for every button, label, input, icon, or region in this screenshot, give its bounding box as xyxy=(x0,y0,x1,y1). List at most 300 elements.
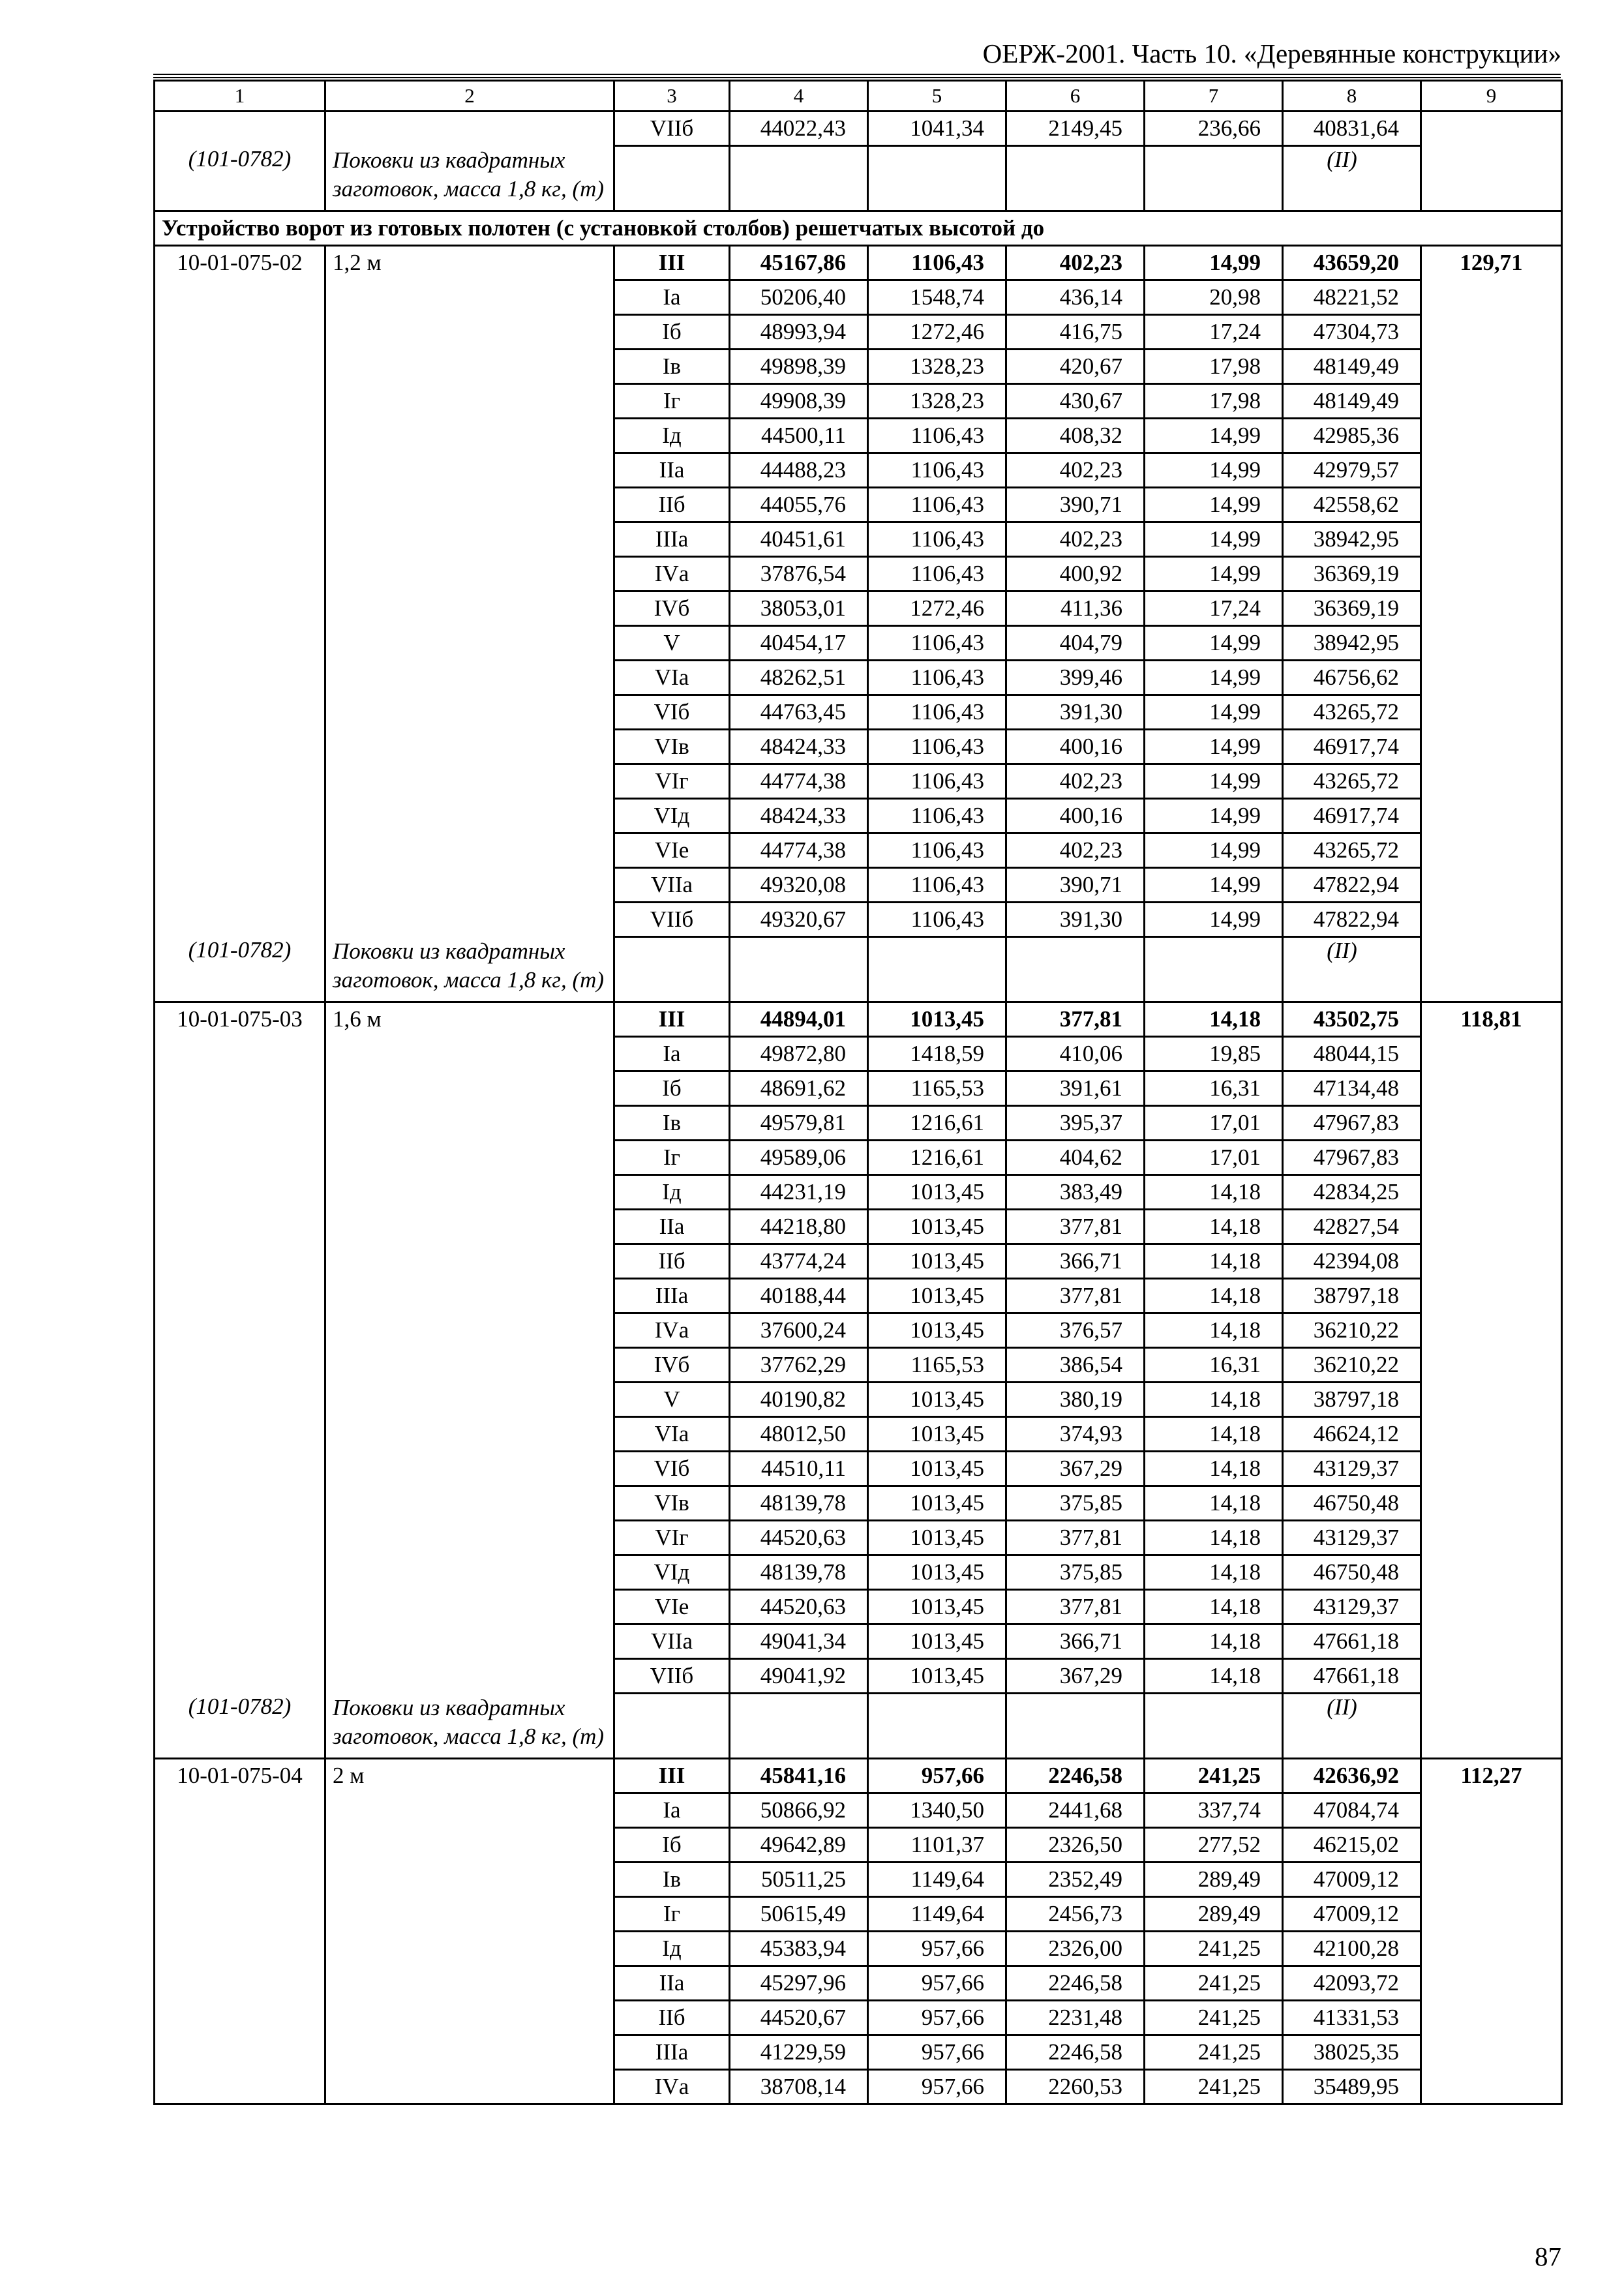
empty-cell xyxy=(614,1694,730,1759)
value-cell-v7: 14,99 xyxy=(1145,799,1283,833)
value-cell-v8: 43659,20 xyxy=(1283,246,1421,280)
page-number: 87 xyxy=(1535,2241,1561,2271)
zone-cell: Iг xyxy=(614,384,730,419)
value-cell-v8: 38942,95 xyxy=(1283,522,1421,557)
value-cell-v7: 14,99 xyxy=(1145,868,1283,903)
value-cell-v7: 14,99 xyxy=(1145,903,1283,937)
zone-cell: Iб xyxy=(614,315,730,350)
value-cell-v5: 1106,43 xyxy=(868,453,1006,488)
value-cell-v8: 48221,52 xyxy=(1283,280,1421,315)
value-cell-v8: 43129,37 xyxy=(1283,1590,1421,1624)
resource-code-cell xyxy=(155,1694,325,1759)
column-number: 5 xyxy=(868,81,1006,112)
value-cell-v4: 44055,76 xyxy=(730,488,868,522)
value-cell-v7: 16,31 xyxy=(1145,1071,1283,1106)
table-row xyxy=(155,1002,1562,1037)
value-cell-v4: 38053,01 xyxy=(730,591,868,626)
value-cell-v6: 2231,48 xyxy=(1006,2001,1145,2035)
value-cell-v8: 47967,83 xyxy=(1283,1106,1421,1141)
value-cell-v7: 17,98 xyxy=(1145,384,1283,419)
resource-name-cell xyxy=(325,1694,614,1759)
value-cell-v4: 49041,92 xyxy=(730,1659,868,1694)
zone-cell: VIа xyxy=(614,661,730,695)
value-cell-v5: 1149,64 xyxy=(868,1897,1006,1932)
zone-cell: IIIа xyxy=(614,522,730,557)
value-cell-v4: 49642,89 xyxy=(730,1828,868,1863)
code-cell: 10-01-075-02 xyxy=(155,246,325,937)
zone-cell: VIе xyxy=(614,1590,730,1624)
value-cell-v4: 40190,82 xyxy=(730,1383,868,1417)
value-cell-v4: 49589,06 xyxy=(730,1141,868,1175)
zone-cell: VIIб xyxy=(614,112,730,146)
value-cell-v7: 14,18 xyxy=(1145,1417,1283,1452)
value-cell-v4: 50511,25 xyxy=(730,1863,868,1897)
zone-cell: III xyxy=(614,1002,730,1037)
empty-cell xyxy=(868,937,1006,1002)
zone-cell: Iд xyxy=(614,419,730,453)
zone-cell: IVа xyxy=(614,557,730,591)
value-cell-v4: 50206,40 xyxy=(730,280,868,315)
value-cell-v6: 430,67 xyxy=(1006,384,1145,419)
value-cell-v6: 408,32 xyxy=(1006,419,1145,453)
zone-cell: VIа xyxy=(614,1417,730,1452)
value-cell-v6: 420,67 xyxy=(1006,350,1145,384)
value-cell-v5: 1041,34 xyxy=(868,112,1006,146)
zone-cell: Iв xyxy=(614,350,730,384)
zone-cell: Iв xyxy=(614,1863,730,1897)
value-cell-v7: 14,18 xyxy=(1145,1452,1283,1486)
resource-name-cell xyxy=(325,146,614,211)
value-cell-v4: 44218,80 xyxy=(730,1210,868,1244)
value-cell-v8: 35489,95 xyxy=(1283,2070,1421,2104)
value-cell-v5: 957,66 xyxy=(868,2001,1006,2035)
zone-cell: VIг xyxy=(614,1521,730,1555)
code-cell: 10-01-075-03 xyxy=(155,1002,325,1694)
column-number: 1 xyxy=(155,81,325,112)
empty-cell xyxy=(614,937,730,1002)
value-cell-v6: 404,62 xyxy=(1006,1141,1145,1175)
value-cell-v8: 47822,94 xyxy=(1283,868,1421,903)
value-cell-v6: 391,30 xyxy=(1006,903,1145,937)
value-cell-v4: 40451,61 xyxy=(730,522,868,557)
column-number: 6 xyxy=(1006,81,1145,112)
value-cell-v4: 44763,45 xyxy=(730,695,868,730)
value-cell-v4: 48691,62 xyxy=(730,1071,868,1106)
value-cell-v7: 14,18 xyxy=(1145,1555,1283,1590)
value-cell-v4: 44520,67 xyxy=(730,2001,868,2035)
value-cell-v8: 47009,12 xyxy=(1283,1863,1421,1897)
value-cell-v4: 48424,33 xyxy=(730,730,868,764)
column-number: 4 xyxy=(730,81,868,112)
value-cell-v4: 44774,38 xyxy=(730,764,868,799)
zone-cell: VIв xyxy=(614,730,730,764)
resource-row xyxy=(155,937,1562,1002)
zone-cell: Iа xyxy=(614,1793,730,1828)
zone-cell: IIа xyxy=(614,1966,730,2001)
value-cell-v8: 47304,73 xyxy=(1283,315,1421,350)
value-cell-v5: 1216,61 xyxy=(868,1141,1006,1175)
value-cell-v6: 374,93 xyxy=(1006,1417,1145,1452)
value-cell-v6: 2441,68 xyxy=(1006,1793,1145,1828)
value-cell-v4: 48139,78 xyxy=(730,1486,868,1521)
code-cell: 10-01-075-04 xyxy=(155,1759,325,2104)
value-cell-v6: 400,16 xyxy=(1006,730,1145,764)
value-cell-v4: 44894,01 xyxy=(730,1002,868,1037)
value-cell-v6: 367,29 xyxy=(1006,1452,1145,1486)
value-cell-v5: 957,66 xyxy=(868,2035,1006,2070)
empty-cell xyxy=(1421,112,1562,211)
header-rule xyxy=(153,74,1561,75)
table-row xyxy=(155,246,1562,280)
value-cell-v6: 2149,45 xyxy=(1006,112,1145,146)
value-cell-v7: 14,99 xyxy=(1145,661,1283,695)
value-cell-v4: 37876,54 xyxy=(730,557,868,591)
table-row xyxy=(155,1759,1562,1793)
value-cell-v8: 41331,53 xyxy=(1283,2001,1421,2035)
empty-cell xyxy=(868,1694,1006,1759)
zone-cell: VIб xyxy=(614,695,730,730)
zone-cell: Iг xyxy=(614,1897,730,1932)
value-cell-v5: 1013,45 xyxy=(868,1210,1006,1244)
value-cell-v5: 1013,45 xyxy=(868,1659,1006,1694)
value-cell-v7: 14,18 xyxy=(1145,1210,1283,1244)
value-cell-v5: 1013,45 xyxy=(868,1417,1006,1452)
value-cell-v7: 14,18 xyxy=(1145,1175,1283,1210)
value-cell-v6: 436,14 xyxy=(1006,280,1145,315)
value-cell-v8: 46750,48 xyxy=(1283,1555,1421,1590)
value-cell-v6: 391,30 xyxy=(1006,695,1145,730)
value-cell-v6: 2326,50 xyxy=(1006,1828,1145,1863)
value-cell-v7: 14,99 xyxy=(1145,833,1283,868)
value-cell-v8: 46215,02 xyxy=(1283,1828,1421,1863)
value-cell-v8: 48149,49 xyxy=(1283,384,1421,419)
value-cell-v4: 44231,19 xyxy=(730,1175,868,1210)
value-cell-v5: 957,66 xyxy=(868,2070,1006,2104)
value-cell-v7: 14,99 xyxy=(1145,453,1283,488)
resource-name: Поковки из квадратных заготовок, масса 1,8 кг, (т) xyxy=(333,938,605,993)
value-cell-v7: 241,25 xyxy=(1145,2001,1283,2035)
value-cell-v8: 46917,74 xyxy=(1283,730,1421,764)
value-cell-v6: 2326,00 xyxy=(1006,1932,1145,1966)
value-cell-v7: 289,49 xyxy=(1145,1863,1283,1897)
zone-cell: IVб xyxy=(614,591,730,626)
value-cell-v5: 1165,53 xyxy=(868,1348,1006,1383)
zone-cell: Iд xyxy=(614,1932,730,1966)
value-cell-v5: 1328,23 xyxy=(868,350,1006,384)
value-cell-v8: 47009,12 xyxy=(1283,1897,1421,1932)
empty-cell xyxy=(1145,146,1283,211)
value-cell-v4: 37600,24 xyxy=(730,1313,868,1348)
value-cell-v5: 1013,45 xyxy=(868,1521,1006,1555)
value-cell-v6: 410,06 xyxy=(1006,1037,1145,1071)
empty-cell xyxy=(1145,937,1283,1002)
value-cell-v4: 49872,80 xyxy=(730,1037,868,1071)
value-cell-v4: 49041,34 xyxy=(730,1624,868,1659)
value-cell-v5: 1106,43 xyxy=(868,557,1006,591)
zone-cell: IIб xyxy=(614,2001,730,2035)
value-cell-v5: 1013,45 xyxy=(868,1244,1006,1279)
value-cell-v5: 1013,45 xyxy=(868,1555,1006,1590)
value-cell-v6: 402,23 xyxy=(1006,522,1145,557)
value-cell-v6: 402,23 xyxy=(1006,453,1145,488)
value-cell-v8: 40831,64 xyxy=(1283,112,1421,146)
value-cell-v4: 44488,23 xyxy=(730,453,868,488)
value-cell-v8: 47661,18 xyxy=(1283,1659,1421,1694)
value-cell-v4: 41229,59 xyxy=(730,2035,868,2070)
value-cell-v4: 38708,14 xyxy=(730,2070,868,2104)
zone-cell: VIв xyxy=(614,1486,730,1521)
value-cell-v5: 1106,43 xyxy=(868,488,1006,522)
value-cell-v8: 36210,22 xyxy=(1283,1313,1421,1348)
resource-name: Поковки из квадратных заготовок, масса 1,8 кг, (т) xyxy=(333,1694,605,1749)
value-cell-v5: 1013,45 xyxy=(868,1452,1006,1486)
value-cell-v7: 14,99 xyxy=(1145,419,1283,453)
value-cell-v6: 2352,49 xyxy=(1006,1863,1145,1897)
value-cell-v6: 400,16 xyxy=(1006,799,1145,833)
value-cell-v8: 38797,18 xyxy=(1283,1279,1421,1313)
value-cell-v8: 47661,18 xyxy=(1283,1624,1421,1659)
value-cell-v8: 42100,28 xyxy=(1283,1932,1421,1966)
value-cell-v4: 43774,24 xyxy=(730,1244,868,1279)
value-cell-v4: 44510,11 xyxy=(730,1452,868,1486)
value-cell-v6: 399,46 xyxy=(1006,661,1145,695)
value-cell-v5: 1106,43 xyxy=(868,764,1006,799)
value-cell-v5: 1106,43 xyxy=(868,522,1006,557)
value-cell-v7: 14,99 xyxy=(1145,695,1283,730)
zone-cell: IIа xyxy=(614,1210,730,1244)
value-cell-v5: 1013,45 xyxy=(868,1313,1006,1348)
value-cell-v7: 14,18 xyxy=(1145,1244,1283,1279)
value-cell-v8: 47822,94 xyxy=(1283,903,1421,937)
value-cell-v6: 416,75 xyxy=(1006,315,1145,350)
value-cell-v4: 48424,33 xyxy=(730,799,868,833)
value-cell-v7: 17,01 xyxy=(1145,1106,1283,1141)
column-number: 8 xyxy=(1283,81,1421,112)
value-cell-v7: 241,25 xyxy=(1145,2070,1283,2104)
value-cell-v5: 1106,43 xyxy=(868,799,1006,833)
empty-cell xyxy=(325,112,614,146)
value-cell-v6: 402,23 xyxy=(1006,764,1145,799)
zone-cell: Iб xyxy=(614,1828,730,1863)
value-cell-v6: 377,81 xyxy=(1006,1521,1145,1555)
value-cell-v6: 383,49 xyxy=(1006,1175,1145,1210)
value-cell-v6: 404,79 xyxy=(1006,626,1145,661)
value-cell-v8: 43502,75 xyxy=(1283,1002,1421,1037)
value-cell-v5: 1013,45 xyxy=(868,1002,1006,1037)
value-cell-v5: 1216,61 xyxy=(868,1106,1006,1141)
value-cell-v7: 14,99 xyxy=(1145,730,1283,764)
zone-cell: Iб xyxy=(614,1071,730,1106)
value-cell-v6: 411,36 xyxy=(1006,591,1145,626)
value-cell-v8: 46917,74 xyxy=(1283,799,1421,833)
value-cell-v5: 1106,43 xyxy=(868,868,1006,903)
value-cell-v4: 40188,44 xyxy=(730,1279,868,1313)
table-body xyxy=(155,81,1562,2104)
value-cell-v8: 46756,62 xyxy=(1283,661,1421,695)
value-cell-v6: 377,81 xyxy=(1006,1210,1145,1244)
zone-cell: III xyxy=(614,246,730,280)
value-cell-v5: 1272,46 xyxy=(868,315,1006,350)
value-cell-v7: 14,99 xyxy=(1145,626,1283,661)
value-cell-v6: 402,23 xyxy=(1006,246,1145,280)
value-cell-v4: 49320,67 xyxy=(730,903,868,937)
value-cell-v5: 1106,43 xyxy=(868,730,1006,764)
zone-cell: Iг xyxy=(614,1141,730,1175)
value-cell-v5: 1106,43 xyxy=(868,695,1006,730)
value-cell-v7: 17,24 xyxy=(1145,315,1283,350)
value-cell-v4: 50615,49 xyxy=(730,1897,868,1932)
value-cell-v8: 36210,22 xyxy=(1283,1348,1421,1383)
value-cell-v7: 17,98 xyxy=(1145,350,1283,384)
value-cell-v4: 45383,94 xyxy=(730,1932,868,1966)
zone-cell: VIд xyxy=(614,1555,730,1590)
value-cell-v4: 50866,92 xyxy=(730,1793,868,1828)
value-cell-v6: 366,71 xyxy=(1006,1244,1145,1279)
value-cell-v5: 1106,43 xyxy=(868,833,1006,868)
zone-cell: VIд xyxy=(614,799,730,833)
value-cell-v6: 367,29 xyxy=(1006,1659,1145,1694)
value-cell-v7: 14,18 xyxy=(1145,1521,1283,1555)
resource-code: (101-0782) xyxy=(188,145,292,172)
header-rule-thin xyxy=(153,77,1561,78)
empty-cell xyxy=(730,146,868,211)
value-cell-v4: 49579,81 xyxy=(730,1106,868,1141)
value-cell-v8: 47134,48 xyxy=(1283,1071,1421,1106)
value-cell-v4: 48993,94 xyxy=(730,315,868,350)
resource-unit: (II) xyxy=(1327,938,1357,963)
value-cell-v6: 375,85 xyxy=(1006,1486,1145,1521)
value-cell-v8: 42979,57 xyxy=(1283,453,1421,488)
zone-cell: Iа xyxy=(614,1037,730,1071)
value-cell-v8: 46624,12 xyxy=(1283,1417,1421,1452)
zone-cell: VIг xyxy=(614,764,730,799)
value-cell-v4: 40454,17 xyxy=(730,626,868,661)
value-cell-v5: 1013,45 xyxy=(868,1175,1006,1210)
resource-unit-cell xyxy=(1283,146,1421,211)
value-cell-v8: 36369,19 xyxy=(1283,591,1421,626)
value-cell-v4: 44520,63 xyxy=(730,1590,868,1624)
value-cell-v5: 1548,74 xyxy=(868,280,1006,315)
value-cell-v7: 14,99 xyxy=(1145,764,1283,799)
value-cell-v6: 2246,58 xyxy=(1006,1966,1145,2001)
value-cell-v7: 241,25 xyxy=(1145,1759,1283,1793)
value-cell-v8: 43265,72 xyxy=(1283,695,1421,730)
value-cell-v7: 337,74 xyxy=(1145,1793,1283,1828)
resource-code: (101-0782) xyxy=(188,1693,292,1719)
value-cell-v8: 42985,36 xyxy=(1283,419,1421,453)
resource-unit: (II) xyxy=(1327,147,1357,172)
value-cell-v5: 1149,64 xyxy=(868,1863,1006,1897)
value-cell-v5: 1106,43 xyxy=(868,419,1006,453)
value-cell-v5: 1106,43 xyxy=(868,246,1006,280)
value-cell-v5: 1106,43 xyxy=(868,661,1006,695)
value-cell-v8: 48044,15 xyxy=(1283,1037,1421,1071)
value-cell-v7: 20,98 xyxy=(1145,280,1283,315)
empty-cell xyxy=(1006,146,1145,211)
zone-cell: IIIа xyxy=(614,1279,730,1313)
value-cell-v5: 1106,43 xyxy=(868,903,1006,937)
value-cell-v4: 44774,38 xyxy=(730,833,868,868)
value-cell-v7: 14,18 xyxy=(1145,1313,1283,1348)
value-cell-v8: 43129,37 xyxy=(1283,1452,1421,1486)
resource-code-cell xyxy=(155,146,325,211)
height-cell: 2 м xyxy=(325,1759,614,2104)
value-cell-v5: 1106,43 xyxy=(868,626,1006,661)
value-cell-v7: 14,99 xyxy=(1145,246,1283,280)
value-cell-v8: 43265,72 xyxy=(1283,764,1421,799)
zone-cell: III xyxy=(614,1759,730,1793)
value-cell-v7: 14,18 xyxy=(1145,1383,1283,1417)
resource-row xyxy=(155,146,1562,211)
section-title: Устройство ворот из готовых полотен (с установкой столбов) решетчатых высотой до xyxy=(155,211,1562,246)
zone-cell: Iд xyxy=(614,1175,730,1210)
zone-cell: IIб xyxy=(614,488,730,522)
value-cell-v5: 957,66 xyxy=(868,1759,1006,1793)
value-cell-v7: 241,25 xyxy=(1145,1966,1283,2001)
empty-cell xyxy=(868,146,1006,211)
page-header-title: ОЕРЖ-2001. Часть 10. «Деревянные конструкции» xyxy=(982,38,1561,68)
empty-cell xyxy=(155,112,325,146)
value-cell-v8: 46750,48 xyxy=(1283,1486,1421,1521)
value-cell-v7: 14,18 xyxy=(1145,1659,1283,1694)
zone-cell: VIб xyxy=(614,1452,730,1486)
zone-cell: IIIа xyxy=(614,2035,730,2070)
value-cell-v7: 17,24 xyxy=(1145,591,1283,626)
value-cell-v6: 402,23 xyxy=(1006,833,1145,868)
height-cell: 1,2 м xyxy=(325,246,614,937)
value-cell-v5: 1165,53 xyxy=(868,1071,1006,1106)
value-cell-v8: 36369,19 xyxy=(1283,557,1421,591)
column-number: 9 xyxy=(1421,81,1562,112)
value-cell-v6: 400,92 xyxy=(1006,557,1145,591)
zone-cell: VIIб xyxy=(614,1659,730,1694)
value-cell-v4: 44500,11 xyxy=(730,419,868,453)
value-cell-v6: 377,81 xyxy=(1006,1279,1145,1313)
value-cell-v7: 14,18 xyxy=(1145,1590,1283,1624)
value-cell-v8: 42827,54 xyxy=(1283,1210,1421,1244)
value-cell-v7: 14,18 xyxy=(1145,1279,1283,1313)
value-cell-v8: 43129,37 xyxy=(1283,1521,1421,1555)
value-cell-v8: 42558,62 xyxy=(1283,488,1421,522)
rate-cell: 118,81 xyxy=(1421,1002,1562,1759)
zone-cell: IVа xyxy=(614,1313,730,1348)
value-cell-v6: 376,57 xyxy=(1006,1313,1145,1348)
value-cell-v5: 957,66 xyxy=(868,1932,1006,1966)
value-cell-v8: 47967,83 xyxy=(1283,1141,1421,1175)
value-cell-v6: 2456,73 xyxy=(1006,1897,1145,1932)
value-cell-v8: 42834,25 xyxy=(1283,1175,1421,1210)
zone-cell: IVа xyxy=(614,2070,730,2104)
value-cell-v6: 2246,58 xyxy=(1006,1759,1145,1793)
value-cell-v6: 386,54 xyxy=(1006,1348,1145,1383)
value-cell-v8: 47084,74 xyxy=(1283,1793,1421,1828)
value-cell-v7: 14,18 xyxy=(1145,1002,1283,1037)
column-number: 2 xyxy=(325,81,614,112)
value-cell-v8: 38942,95 xyxy=(1283,626,1421,661)
zone-cell: VIе xyxy=(614,833,730,868)
value-cell-v5: 1272,46 xyxy=(868,591,1006,626)
value-cell-v5: 1328,23 xyxy=(868,384,1006,419)
column-number-row xyxy=(155,81,1562,112)
value-cell-v8: 43265,72 xyxy=(1283,833,1421,868)
value-cell-v6: 380,19 xyxy=(1006,1383,1145,1417)
value-cell-v6: 366,71 xyxy=(1006,1624,1145,1659)
value-cell-v6: 390,71 xyxy=(1006,868,1145,903)
resource-unit-cell xyxy=(1283,937,1421,1002)
value-cell-v4: 45841,16 xyxy=(730,1759,868,1793)
price-table xyxy=(153,80,1563,2105)
empty-cell xyxy=(1006,937,1145,1002)
